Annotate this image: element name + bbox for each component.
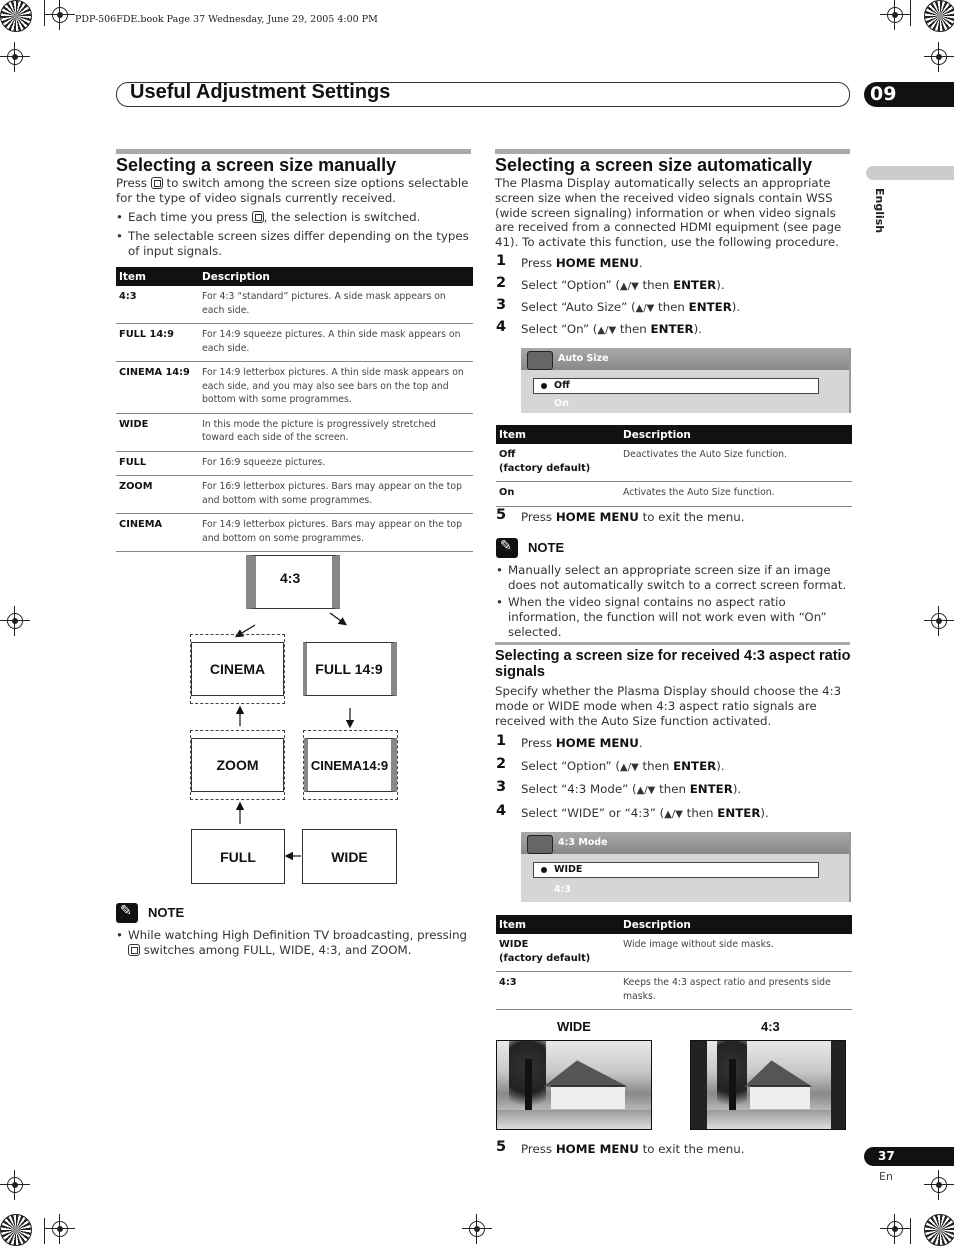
note-header: ✎ NOTE [116,903,236,923]
up-down-arrow-icon: ▲/▼ [664,809,683,820]
four-three-example-photo [690,1040,846,1130]
mode-box-zoom: ZOOM [191,738,284,792]
up-down-arrow-icon: ▲/▼ [636,785,656,796]
menu-selected-option: WIDE [533,862,819,878]
mode-box-cinema: CINEMA [191,642,284,696]
screen-size-button-icon [151,177,163,189]
screen-size-button-icon [128,944,140,956]
trim-line [910,0,911,26]
intro-text: Press to switch among the screen size options selectable for the type of video signals currently received. [116,176,469,205]
up-down-arrow-icon: ▲/▼ [620,762,639,773]
trim-line [910,1218,911,1244]
up-down-arrow-icon: ▲/▼ [597,325,617,336]
table-row: ZOOM For 16:9 letterbox pictures. Bars may appear on the top and bottom with some programmes. [116,476,473,514]
trim-line [44,1218,45,1244]
subsection-title: Selecting a screen size for received 4:3 aspect ratio signals [495,648,851,680]
section-rule [495,149,850,154]
table-row: Off (factory default) Deactivates the Auto Size function. [496,444,852,482]
crosshair-mark [462,1214,492,1244]
color-registration-mark [924,1214,954,1246]
print-header: PDP-506FDE.book Page 37 Wednesday, June 29, 2005 4:00 PM [75,14,378,25]
table-header-description: Description [199,267,473,286]
crosshair-mark [0,42,30,72]
bullet-item: • The selectable screen sizes differ depending on the types of input signals. [116,229,472,259]
crosshair-mark [45,0,75,30]
pencil-icon [496,538,518,558]
menu-selected-option: Off [533,378,819,394]
note-text: • When the video signal contains no aspect ratio information, the function will not work even with “On” selected. [496,595,860,639]
table-row: CINEMA For 14:9 letterbox pictures. Bars may appear on the top and bottom on some programmes. [116,514,473,552]
pencil-icon [116,903,138,923]
wide-example-photo [496,1040,652,1130]
note-text: • While watching High Definition TV broadcasting, pressing switches among FULL, WIDE, 4:3, and ZOOM. [116,928,476,958]
crosshair-mark [0,1170,30,1200]
osd-menu-auto-size: Auto Size Off On [521,348,851,413]
section-title: Selecting a screen size manually [116,155,397,175]
photo-label-4-3: 4:3 [761,1019,780,1034]
table-row: FULL 14:9 For 14:9 squeeze pictures. A thin side mask appears on each side. [116,324,473,362]
crosshair-mark [924,42,954,72]
trim-line [44,0,45,26]
bullet-item: • Each time you press , the selection is switched. [116,210,472,225]
color-registration-mark [0,1214,32,1246]
page-title: Useful Adjustment Settings [130,81,391,103]
table-row: On Activates the Auto Size function. [496,482,852,507]
photo-label-wide: WIDE [557,1019,591,1034]
mode-box-4-3: 4:3 [246,555,340,609]
four-three-mode-table: Item Description WIDE (factory default) Wide image without side masks. 4:3 Keeps the 4:3 aspect ratio and presents side masks. [496,915,852,1010]
note-text: • Manually select an appropriate screen size if an image does not automatically switch to a correct screen format. [496,563,860,593]
side-tab-label: English [873,188,886,234]
up-down-arrow-icon: ▲/▼ [635,303,655,314]
auto-size-table: Item Description Off (factory default) Deactivates the Auto Size function. On Activates the Auto Size function. [496,425,852,507]
crosshair-mark [924,1170,954,1200]
table-row: FULL For 16:9 squeeze pictures. [116,451,473,476]
screen-size-button-icon [252,211,264,223]
up-down-arrow-icon: ▲/▼ [620,281,639,292]
page-number: 37 [864,1147,954,1166]
section-title: Selecting a screen size automatically [495,155,813,175]
table-row: 4:3 Keeps the 4:3 aspect ratio and presents side masks. [496,972,852,1010]
table-row: 4:3 For 4:3 “standard” pictures. A side mask appears on each side. [116,286,473,324]
crosshair-mark [45,1214,75,1244]
section-rule [495,642,850,645]
mode-box-full: FULL [191,829,285,884]
arrow [330,613,345,624]
mode-box-wide: WIDE [302,829,397,884]
screen-size-table [116,267,473,552]
note-header: ✎ NOTE [496,538,616,558]
crosshair-mark [0,606,30,636]
table-row: WIDE In this mode the picture is progressively stretched toward each side of the screen. [116,413,473,451]
table-header-item: Item [116,267,199,286]
intro-text: Specify whether the Plasma Display should choose the 4:3 mode or WIDE mode when 4:3 aspect ratio signals are received with the Auto Size function activated. [495,684,842,728]
table-row: CINEMA 14:9 For 14:9 letterbox pictures. A thin side mask appears on each side, and you may also see bars on the top and bottom with some programmes. [116,362,473,414]
mode-box-full-14-9: FULL 14:9 [303,642,397,696]
tv-menu-icon [527,835,553,854]
crosshair-mark [880,1214,910,1244]
crosshair-mark [924,606,954,636]
side-tab [866,166,954,180]
language-code: En [879,1170,893,1183]
chapter-number: 09 [864,82,954,107]
mode-box-cinema-14-9: CINEMA14:9 [304,738,397,792]
intro-text: The Plasma Display automatically selects an appropriate screen size when the received video signals contain WSS (wide screen signaling) information or when video signals are received from a connected HDMI equipment (see page 41). To activate this function, use the following procedure. [495,176,842,250]
osd-menu-4-3-mode: 4:3 Mode WIDE 4:3 [521,832,851,902]
table-row: WIDE (factory default) Wide image without side masks. [496,934,852,972]
color-registration-mark [924,0,954,32]
section-rule [116,149,471,154]
menu-option: 4:3 [554,884,572,895]
crosshair-mark [880,0,910,30]
menu-option: On [554,398,569,409]
tv-menu-icon [527,351,553,370]
color-registration-mark [0,0,32,32]
